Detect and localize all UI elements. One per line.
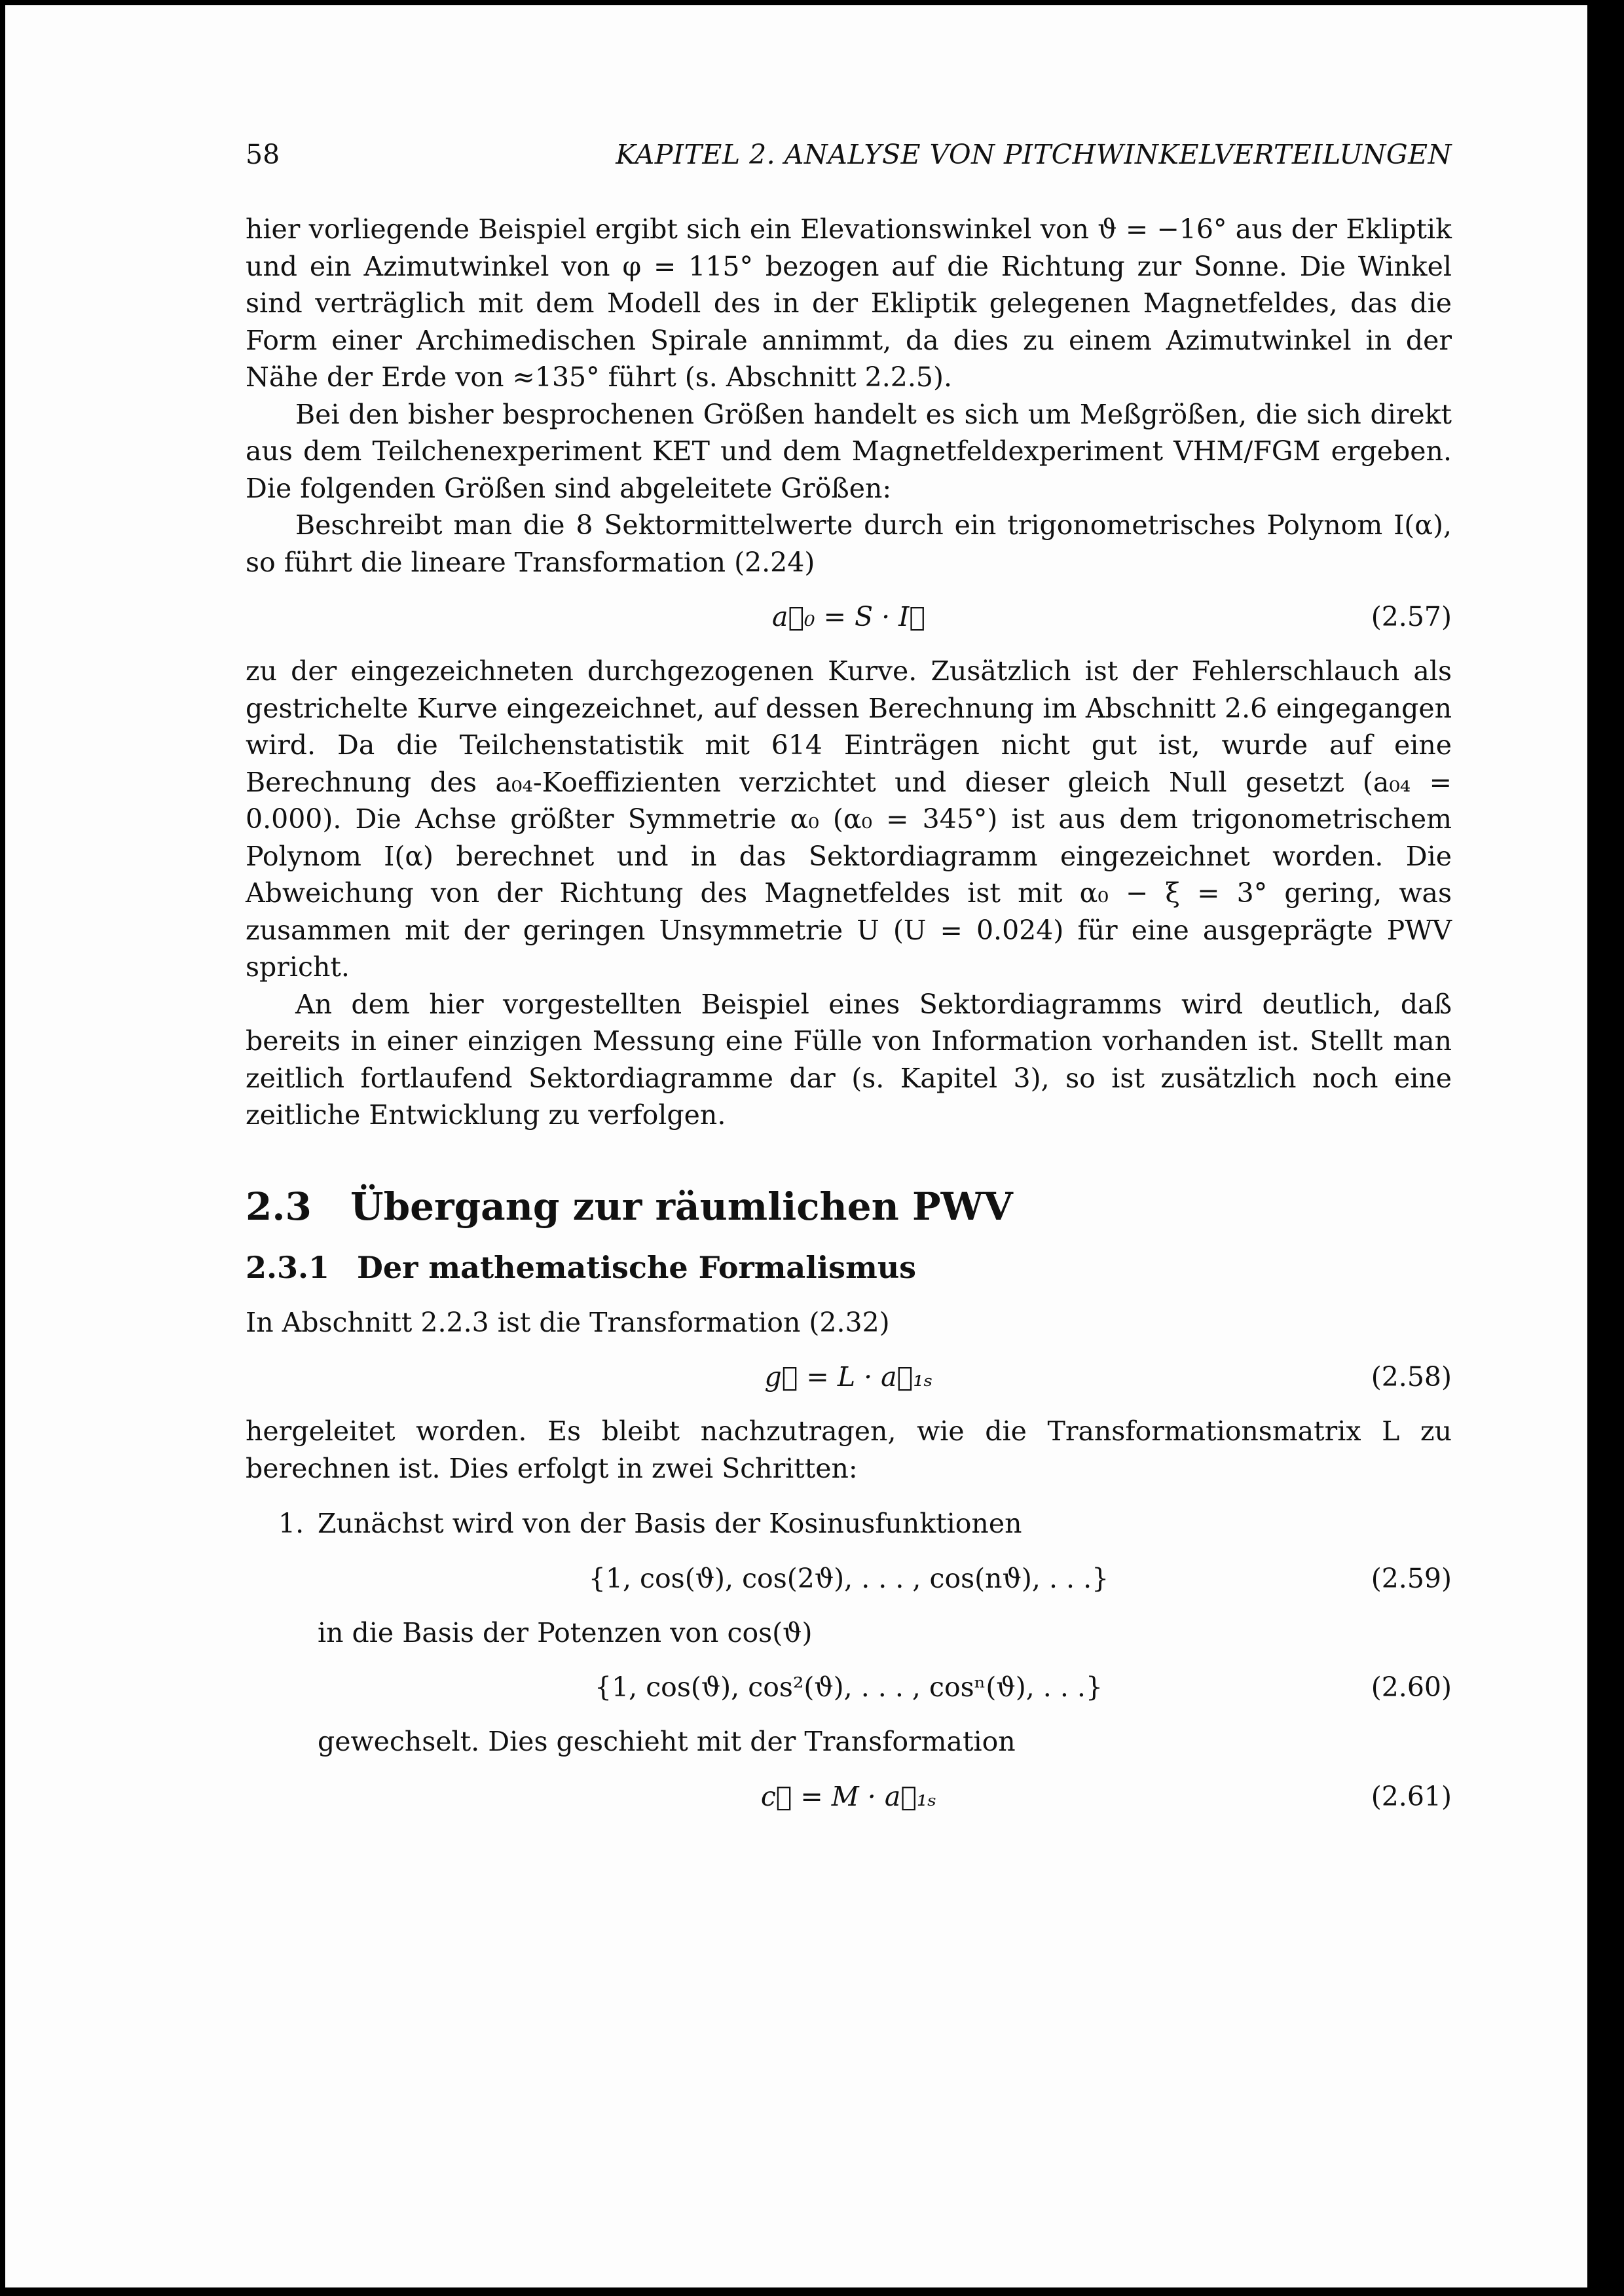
equation-number: (2.58) (1371, 1361, 1452, 1393)
list-item-text: in die Basis der Potenzen von cos(ϑ) (318, 1616, 813, 1649)
paragraph-2: Bei den bisher besprochenen Größen handelt es sich um Meßgrößen, die sich direkt aus dem Teilchenexperiment KET und dem Magnetfeldexperiment VHM/FGM ergeben. Die folgenden Größen sind abgeleitete Größen: (246, 398, 1452, 504)
scan-border (1587, 0, 1624, 2296)
equation-2-57 (246, 598, 1452, 635)
equation-expression: g⃗ = L · a⃗₁ₛ (764, 1361, 933, 1393)
list-item-text: Zunächst wird von der Basis der Kosinusfunktionen (318, 1508, 1022, 1539)
enumerated-list (246, 1505, 1452, 1815)
running-title: KAPITEL 2. ANALYSE VON PITCHWINKELVERTEILUNGEN (616, 139, 1452, 170)
list-item-text: gewechselt. Dies geschieht mit der Transformation (318, 1726, 1016, 1757)
paragraph-3: Beschreibt man die 8 Sektormittelwerte durch ein trigonometrisches Polynom I(α), so führt die lineare Transformation (2.24) (246, 509, 1452, 578)
equation-number: (2.57) (1371, 601, 1452, 632)
equation-expression: c⃗ = M · a⃗₁ₛ (760, 1780, 937, 1812)
section-title: Übergang zur räumlichen PWV (350, 1184, 1013, 1229)
list-item (278, 1505, 1452, 1815)
running-header (246, 136, 1452, 173)
equation-number: (2.59) (1371, 1562, 1452, 1594)
paragraph-7: hergeleitet worden. Es bleibt nachzutragen, wie die Transformationsmatrix L zu berechnen ist. Dies erfolgt in zwei Schritten: (246, 1415, 1452, 1484)
equation-expression: {1, cos(ϑ), cos(2ϑ), . . . , cos(nϑ), . . .} (588, 1562, 1109, 1594)
section-heading (246, 1184, 1452, 1230)
page-content (246, 136, 1452, 1832)
equation-2-60 (246, 1669, 1452, 1705)
paragraph-5: An dem hier vorgestellten Beispiel eines Sektordiagramms wird deutlich, daß bereits in einer einzigen Messung eine Fülle von Information vorhanden ist. Stellt man zeitlich fortlaufend Sektordiagramme dar (s. Kapitel 3), so ist zusätzlich noch eine zeitliche Entwicklung zu verfolgen. (246, 988, 1452, 1131)
equation-2-58 (246, 1358, 1452, 1395)
equation-2-61 (246, 1778, 1452, 1815)
equation-expression: a⃗₀ = S · I⃗ (772, 601, 925, 632)
equation-number: (2.60) (1371, 1671, 1452, 1703)
list-item-label: 1. (278, 1508, 304, 1539)
subsection-number: 2.3.1 (246, 1249, 330, 1285)
section-number: 2.3 (246, 1184, 312, 1229)
subsection-title: Der mathematische Formalismus (357, 1249, 917, 1285)
page (5, 5, 1587, 2287)
equation-2-59 (246, 1560, 1452, 1597)
equation-number: (2.61) (1371, 1780, 1452, 1812)
page-number: 58 (246, 139, 280, 170)
paragraph-1: hier vorliegende Beispiel ergibt sich ein Elevationswinkel von ϑ = −16° aus der Ekliptik und ein Azimutwinkel von φ = 115° bezogen auf die Richtung zur Sonne. Die Winkel sind verträglich mit dem Modell des in der Ekliptik gelegenen Magnetfeldes, das die Form einer Archimedischen Spirale annimmt, da dies zu einem Azimutwinkel in der Nähe der Erde von ≈135° führt (s. Abschnitt 2.2.5). (246, 213, 1452, 393)
paragraph-6: In Abschnitt 2.2.3 ist die Transformation (2.32) (246, 1306, 890, 1338)
subsection-heading (246, 1249, 1452, 1286)
equation-expression: {1, cos(ϑ), cos²(ϑ), . . . , cosⁿ(ϑ), . . .} (594, 1671, 1103, 1703)
paragraph-4: zu der eingezeichneten durchgezogenen Kurve. Zusätzlich ist der Fehlerschlauch als gestrichelte Kurve eingezeichnet, auf dessen Berechnung im Abschnitt 2.6 eingegangen wird. Da die Teilchenstatistik mit 614 Einträgen nicht gut ist, wurde auf eine Berechnung des a₀₄-Koeffizienten verzichtet und dieser gleich Null gesetzt (a₀₄ = 0.000). Die Achse größter Symmetrie α₀ (α₀ = 345°) ist aus dem trigonometrischem Polynom I(α) berechnet und in das Sektordiagramm eingezeichnet worden. Die Abweichung von der Richtung des Magnetfeldes ist mit α₀ − ξ = 3° gering, was zusammen mit der geringen Unsymmetrie U (U = 0.024) für eine ausgeprägte PWV spricht. (246, 655, 1452, 983)
